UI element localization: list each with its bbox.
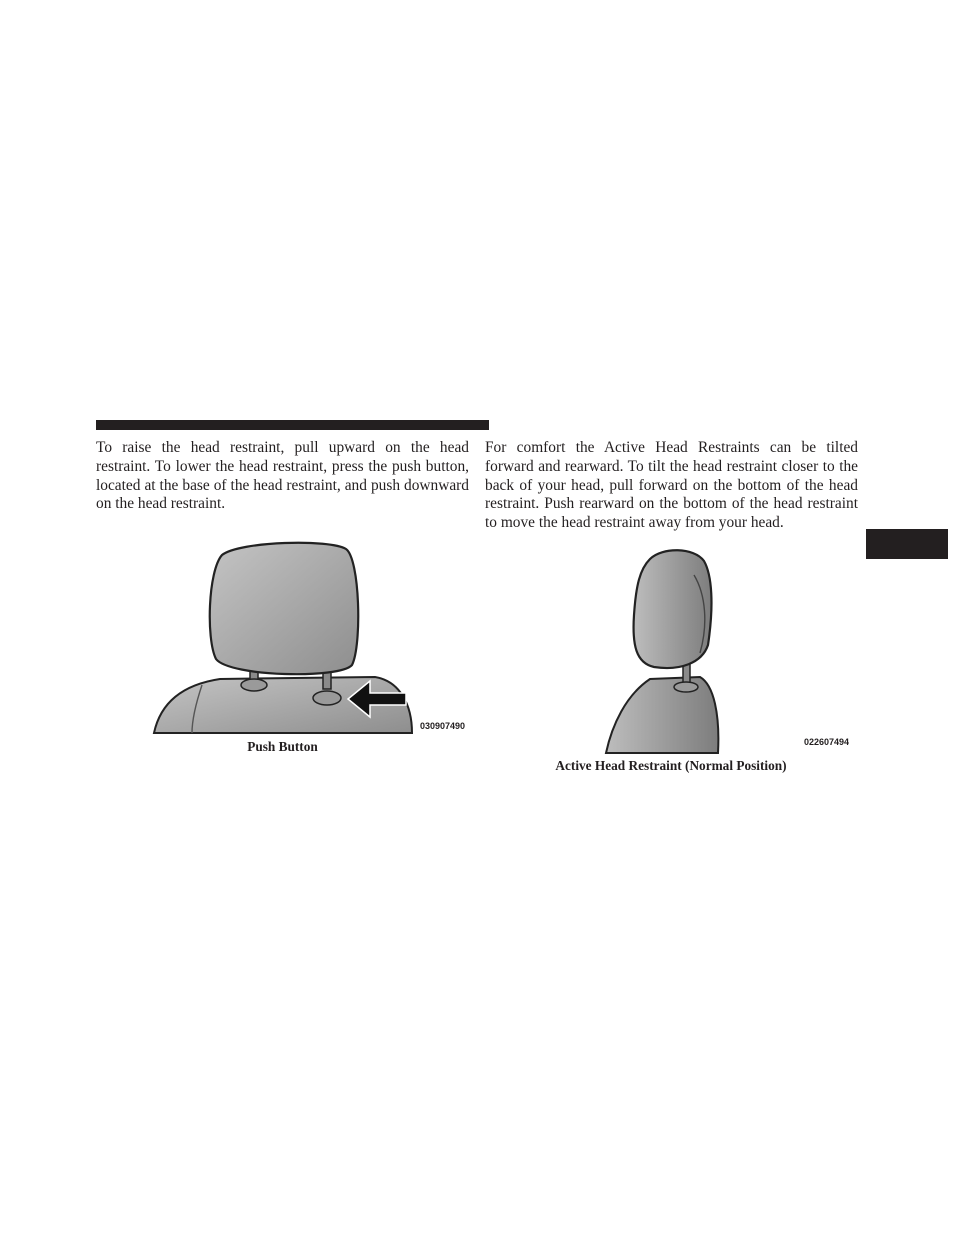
body-paragraph-left: To raise the head restraint, pull upward on the head restraint. To lower the head restraint, press the push button, located at the base of the head restraint, and push downward on the head restraint. [96,439,469,513]
headrest-cushion-side [634,550,712,668]
headrest-cushion [210,543,359,674]
body-paragraph-right: For comfort the Active Head Restraints can be tilted forward and rearward. To tilt the head restraint closer to the back of your head, pull forward on the bottom of the head restraint. Push rearward on the bottom of the head restraint to move the head restraint away from your head. [485,439,858,532]
figure-caption-left: Push Button [247,739,318,754]
active-head-restraint-illustration [570,545,860,755]
seat-back-side [606,677,718,753]
chapter-tab [866,529,948,559]
push-button-illustration [150,535,470,735]
section-rule [96,420,489,430]
figure-code-left: 030907490 [420,721,466,731]
headrest-front-drawing [150,535,470,735]
figure-code-right: 022607494 [804,737,850,747]
figure-caption-right: Active Head Restraint (Normal Position) [555,758,787,773]
headrest-side-drawing [570,545,860,755]
